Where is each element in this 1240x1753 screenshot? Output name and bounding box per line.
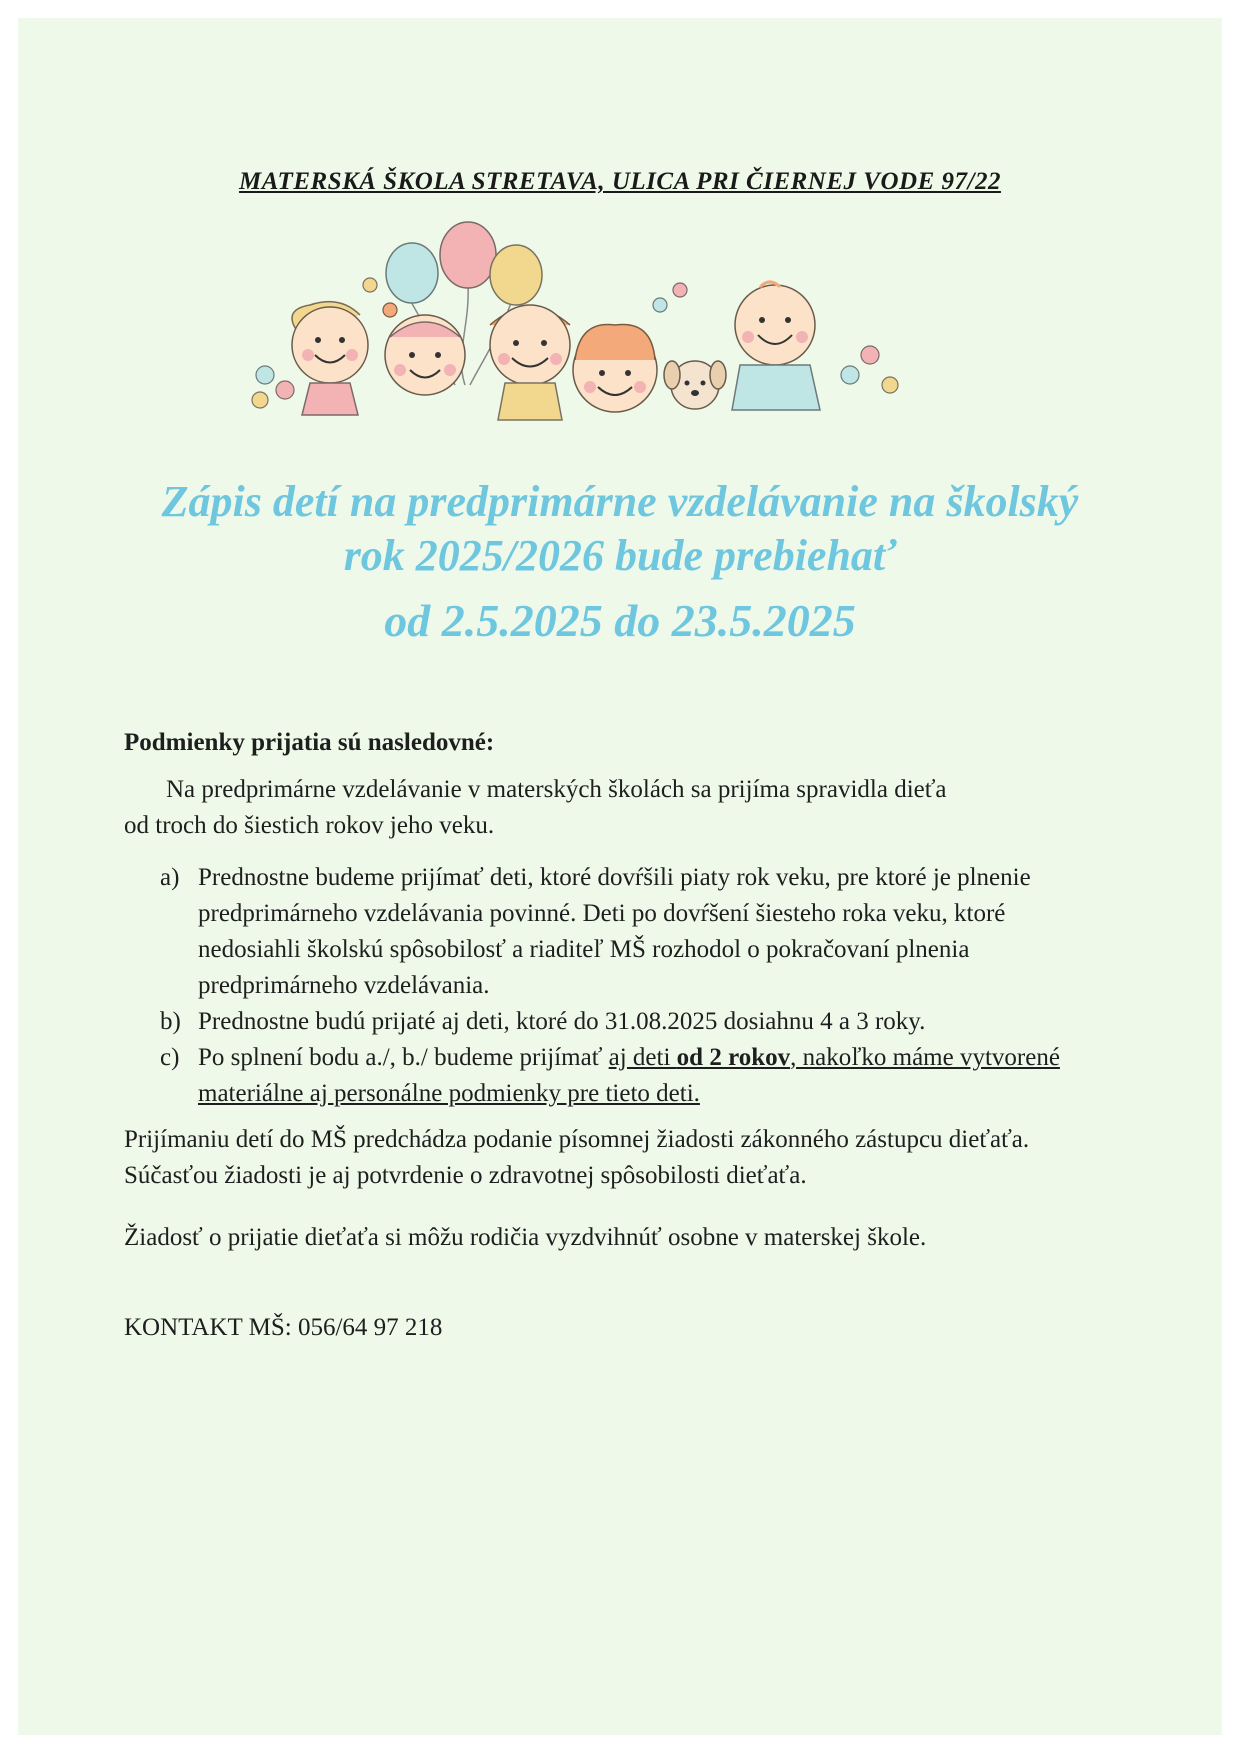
- intro-paragraph: [124, 772, 1084, 844]
- intro-line-2: od troch do šiestich rokov jeho veku.: [124, 812, 495, 839]
- list-item: [160, 860, 1080, 1004]
- list-item-text: Po splnení bodu a./, b./ budeme prijímať: [198, 1044, 609, 1071]
- pink-balloon: [440, 222, 496, 288]
- intro-line-1: Na predprimárne vzdelávanie v materských školách sa prijíma spravidla dieťa: [166, 776, 947, 803]
- list-item-text: Prednostne budú prijaté aj deti, ktoré do 31.08.2025 dosiahnu 4 a 3 roky.: [198, 1008, 926, 1035]
- enrollment-dates: od 2.5.2025 do 23.5.2025: [384, 595, 856, 646]
- list-marker: b): [160, 1008, 181, 1035]
- list-item: [160, 1040, 1080, 1112]
- list-marker: c): [160, 1044, 180, 1071]
- child-face-1: [292, 302, 368, 415]
- list-item-bold-text: od 2 rokov: [676, 1044, 791, 1071]
- puppy: [664, 361, 726, 409]
- list-item-text: Prednostne budeme prijímať deti, ktoré dovŕšili piaty rok veku, pre ktoré je plnenie predprimárneho vzdelávania povinné. Deti po dovŕšení šiesteho roka veku, ktoré nedosiahli školskú spôsobilosť a riaditeľ MŠ rozhodol o pokračovaní plnenia predprimárneho vzdelávania.: [198, 864, 1031, 999]
- child-face-2: [385, 315, 465, 395]
- blue-balloon: [386, 243, 438, 303]
- conditions-list: [160, 860, 1080, 1112]
- yellow-balloon: [490, 245, 542, 305]
- list-marker: a): [160, 864, 180, 891]
- child-face-4: [573, 324, 657, 412]
- list-item: [160, 1004, 1080, 1040]
- headline-line-2: rok 2025/2026 bude prebiehať: [343, 531, 897, 580]
- application-paragraph: Prijímaniu detí do MŠ predchádza podanie písomnej žiadosti zákonného zástupcu dieťaťa. Súčasťou žiadosti je aj potvrdenie o zdravotnej spôsobilosti dieťaťa.: [124, 1126, 1030, 1189]
- list-item-underlined-text: aj deti: [608, 1044, 677, 1071]
- conditions-heading: Podmienky prijatia sú nasledovné:: [124, 729, 495, 756]
- pickup-paragraph: Žiadosť o prijatie dieťaťa si môžu rodičia vyzdvihnúť osobne v materskej škole.: [124, 1224, 927, 1251]
- headline-line-1: Zápis detí na predprimárne vzdelávanie na školský: [161, 477, 1079, 526]
- children-balloons-illustration: [240, 215, 960, 455]
- child-face-5: [732, 282, 820, 410]
- school-header: MATERSKÁ ŠKOLA STRETAVA, ULICA PRI ČIERNEJ VODE 97/22: [239, 168, 1001, 195]
- list-item-underlined-text-2: , nakoľko máme vytvorené materiálne aj personálne podmienky pre tieto deti.: [198, 1044, 1060, 1107]
- child-face-3: [490, 305, 570, 420]
- contact-line: KONTAKT MŠ: 056/64 97 218: [124, 1314, 443, 1341]
